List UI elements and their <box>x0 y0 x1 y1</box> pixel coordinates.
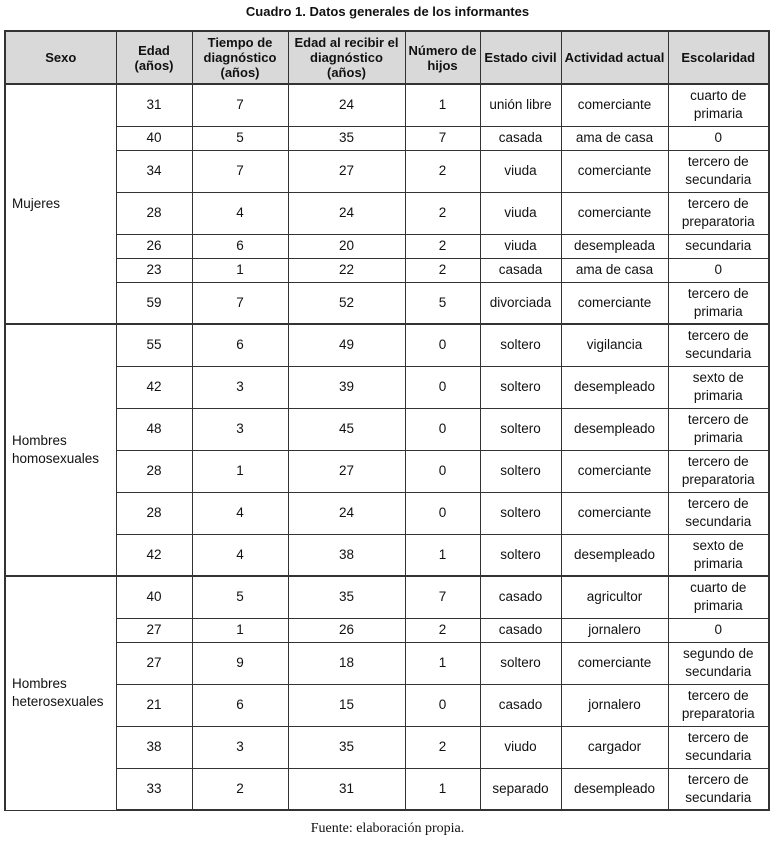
estado-civil-cell: soltero <box>480 450 561 492</box>
edad-cell: 40 <box>116 576 192 618</box>
escolaridad-cell: secundaria <box>668 234 769 258</box>
table-row <box>5 324 769 366</box>
edad-cell: 48 <box>116 408 192 450</box>
edad-cell: 31 <box>116 84 192 126</box>
numero-hijos-cell: 2 <box>405 258 480 282</box>
table-row <box>5 234 769 258</box>
edad-diagnostico-cell: 24 <box>288 84 405 126</box>
edad-diagnostico-cell: 22 <box>288 258 405 282</box>
actividad-actual-cell: vigilancia <box>561 324 668 366</box>
header-tiempo-diagnostico: Tiempo de diagnóstico (años) <box>192 31 288 84</box>
numero-hijos-cell: 2 <box>405 150 480 192</box>
numero-hijos-cell: 0 <box>405 492 480 534</box>
header-escolaridad: Escolaridad <box>668 31 769 84</box>
edad-cell: 28 <box>116 492 192 534</box>
numero-hijos-cell: 0 <box>405 450 480 492</box>
escolaridad-cell: tercero de secundaria <box>668 768 769 810</box>
table-row <box>5 492 769 534</box>
escolaridad-cell: tercero de primaria <box>668 282 769 324</box>
numero-hijos-cell: 1 <box>405 642 480 684</box>
table-row <box>5 258 769 282</box>
edad-diagnostico-cell: 49 <box>288 324 405 366</box>
actividad-actual-cell: comerciante <box>561 450 668 492</box>
tiempo-diagnostico-cell: 5 <box>192 126 288 150</box>
edad-cell: 27 <box>116 642 192 684</box>
edad-diagnostico-cell: 20 <box>288 234 405 258</box>
group-body <box>5 84 769 324</box>
edad-cell: 55 <box>116 324 192 366</box>
estado-civil-cell: casada <box>480 258 561 282</box>
actividad-actual-cell: desempleado <box>561 408 668 450</box>
actividad-actual-cell: agricultor <box>561 576 668 618</box>
estado-civil-cell: viuda <box>480 150 561 192</box>
escolaridad-cell: tercero de secundaria <box>668 324 769 366</box>
actividad-actual-cell: cargador <box>561 726 668 768</box>
numero-hijos-cell: 2 <box>405 234 480 258</box>
table-row <box>5 366 769 408</box>
table-title: Cuadro 1. Datos generales de los informantes <box>245 4 530 19</box>
numero-hijos-cell: 1 <box>405 84 480 126</box>
table-row <box>5 618 769 642</box>
escolaridad-cell: cuarto de primaria <box>668 576 769 618</box>
escolaridad-cell: tercero de secundaria <box>668 150 769 192</box>
edad-diagnostico-cell: 15 <box>288 684 405 726</box>
numero-hijos-cell: 7 <box>405 126 480 150</box>
numero-hijos-cell: 5 <box>405 282 480 324</box>
table-row <box>5 84 769 126</box>
escolaridad-cell: 0 <box>668 618 769 642</box>
group-label: Hombres heterosexuales <box>5 576 116 810</box>
tiempo-diagnostico-cell: 9 <box>192 642 288 684</box>
actividad-actual-cell: comerciante <box>561 84 668 126</box>
escolaridad-cell: tercero de primaria <box>668 408 769 450</box>
tiempo-diagnostico-cell: 1 <box>192 258 288 282</box>
tiempo-diagnostico-cell: 3 <box>192 726 288 768</box>
header-edad-diagnostico: Edad al recibir el diagnóstico (años) <box>288 31 405 84</box>
escolaridad-cell: segundo de secundaria <box>668 642 769 684</box>
escolaridad-cell: tercero de secundaria <box>668 492 769 534</box>
actividad-actual-cell: jornalero <box>561 618 668 642</box>
edad-diagnostico-cell: 38 <box>288 534 405 576</box>
table-row <box>5 126 769 150</box>
edad-cell: 27 <box>116 618 192 642</box>
actividad-actual-cell: comerciante <box>561 282 668 324</box>
tiempo-diagnostico-cell: 4 <box>192 192 288 234</box>
tiempo-diagnostico-cell: 6 <box>192 684 288 726</box>
estado-civil-cell: soltero <box>480 324 561 366</box>
informants-table <box>4 30 770 811</box>
numero-hijos-cell: 1 <box>405 768 480 810</box>
escolaridad-cell: tercero de preparatoria <box>668 192 769 234</box>
escolaridad-cell: sexto de primaria <box>668 366 769 408</box>
tiempo-diagnostico-cell: 1 <box>192 450 288 492</box>
estado-civil-cell: casado <box>480 618 561 642</box>
numero-hijos-cell: 1 <box>405 534 480 576</box>
header-edad: Edad (años) <box>116 31 192 84</box>
table-row <box>5 150 769 192</box>
table-row <box>5 642 769 684</box>
edad-diagnostico-cell: 24 <box>288 492 405 534</box>
group-body <box>5 324 769 576</box>
edad-diagnostico-cell: 35 <box>288 126 405 150</box>
actividad-actual-cell: comerciante <box>561 192 668 234</box>
group-label: Hombres homosexuales <box>5 324 116 576</box>
edad-diagnostico-cell: 45 <box>288 408 405 450</box>
escolaridad-cell: tercero de preparatoria <box>668 684 769 726</box>
header-actividad-actual: Actividad actual <box>561 31 668 84</box>
edad-cell: 42 <box>116 366 192 408</box>
edad-cell: 38 <box>116 726 192 768</box>
numero-hijos-cell: 2 <box>405 726 480 768</box>
edad-cell: 28 <box>116 192 192 234</box>
escolaridad-cell: tercero de preparatoria <box>668 450 769 492</box>
tiempo-diagnostico-cell: 3 <box>192 366 288 408</box>
edad-diagnostico-cell: 31 <box>288 768 405 810</box>
edad-diagnostico-cell: 26 <box>288 618 405 642</box>
escolaridad-cell: 0 <box>668 258 769 282</box>
escolaridad-cell: 0 <box>668 126 769 150</box>
table-row <box>5 768 769 810</box>
numero-hijos-cell: 0 <box>405 366 480 408</box>
source-note: Fuente: elaboración propia. <box>310 821 465 836</box>
estado-civil-cell: viuda <box>480 192 561 234</box>
edad-cell: 42 <box>116 534 192 576</box>
estado-civil-cell: casado <box>480 576 561 618</box>
actividad-actual-cell: comerciante <box>561 492 668 534</box>
estado-civil-cell: divorciada <box>480 282 561 324</box>
actividad-actual-cell: desempleada <box>561 234 668 258</box>
edad-cell: 33 <box>116 768 192 810</box>
header-numero-hijos: Número de hijos <box>405 31 480 84</box>
actividad-actual-cell: comerciante <box>561 642 668 684</box>
escolaridad-cell: cuarto de primaria <box>668 84 769 126</box>
edad-diagnostico-cell: 27 <box>288 450 405 492</box>
table-row <box>5 726 769 768</box>
estado-civil-cell: soltero <box>480 492 561 534</box>
numero-hijos-cell: 0 <box>405 408 480 450</box>
tiempo-diagnostico-cell: 1 <box>192 618 288 642</box>
estado-civil-cell: soltero <box>480 534 561 576</box>
edad-cell: 59 <box>116 282 192 324</box>
table-row <box>5 450 769 492</box>
tiempo-diagnostico-cell: 4 <box>192 492 288 534</box>
numero-hijos-cell: 7 <box>405 576 480 618</box>
numero-hijos-cell: 0 <box>405 684 480 726</box>
estado-civil-cell: casado <box>480 684 561 726</box>
actividad-actual-cell: desempleado <box>561 366 668 408</box>
table-row <box>5 408 769 450</box>
numero-hijos-cell: 2 <box>405 618 480 642</box>
edad-diagnostico-cell: 24 <box>288 192 405 234</box>
estado-civil-cell: separado <box>480 768 561 810</box>
header-estado-civil: Estado civil <box>480 31 561 84</box>
actividad-actual-cell: jornalero <box>561 684 668 726</box>
edad-cell: 23 <box>116 258 192 282</box>
tiempo-diagnostico-cell: 6 <box>192 324 288 366</box>
table-row <box>5 282 769 324</box>
table-row <box>5 192 769 234</box>
group-body <box>5 576 769 810</box>
actividad-actual-cell: comerciante <box>561 150 668 192</box>
estado-civil-cell: viuda <box>480 234 561 258</box>
actividad-actual-cell: desempleado <box>561 534 668 576</box>
edad-diagnostico-cell: 35 <box>288 726 405 768</box>
edad-diagnostico-cell: 52 <box>288 282 405 324</box>
edad-cell: 21 <box>116 684 192 726</box>
tiempo-diagnostico-cell: 3 <box>192 408 288 450</box>
tiempo-diagnostico-cell: 6 <box>192 234 288 258</box>
estado-civil-cell: viudo <box>480 726 561 768</box>
group-label: Mujeres <box>5 84 116 324</box>
tiempo-diagnostico-cell: 7 <box>192 84 288 126</box>
tiempo-diagnostico-cell: 5 <box>192 576 288 618</box>
edad-cell: 40 <box>116 126 192 150</box>
edad-diagnostico-cell: 18 <box>288 642 405 684</box>
estado-civil-cell: casada <box>480 126 561 150</box>
table-row <box>5 534 769 576</box>
estado-civil-cell: soltero <box>480 642 561 684</box>
actividad-actual-cell: ama de casa <box>561 126 668 150</box>
tiempo-diagnostico-cell: 7 <box>192 150 288 192</box>
tiempo-diagnostico-cell: 4 <box>192 534 288 576</box>
tiempo-diagnostico-cell: 7 <box>192 282 288 324</box>
tiempo-diagnostico-cell: 2 <box>192 768 288 810</box>
table-row <box>5 576 769 618</box>
actividad-actual-cell: ama de casa <box>561 258 668 282</box>
edad-cell: 28 <box>116 450 192 492</box>
estado-civil-cell: unión libre <box>480 84 561 126</box>
estado-civil-cell: soltero <box>480 366 561 408</box>
estado-civil-cell: soltero <box>480 408 561 450</box>
escolaridad-cell: sexto de primaria <box>668 534 769 576</box>
header-row <box>5 31 769 84</box>
edad-cell: 34 <box>116 150 192 192</box>
edad-diagnostico-cell: 27 <box>288 150 405 192</box>
edad-diagnostico-cell: 35 <box>288 576 405 618</box>
numero-hijos-cell: 2 <box>405 192 480 234</box>
numero-hijos-cell: 0 <box>405 324 480 366</box>
edad-diagnostico-cell: 39 <box>288 366 405 408</box>
table-row <box>5 684 769 726</box>
edad-cell: 26 <box>116 234 192 258</box>
escolaridad-cell: tercero de secundaria <box>668 726 769 768</box>
header-sexo: Sexo <box>5 31 116 84</box>
actividad-actual-cell: desempleado <box>561 768 668 810</box>
